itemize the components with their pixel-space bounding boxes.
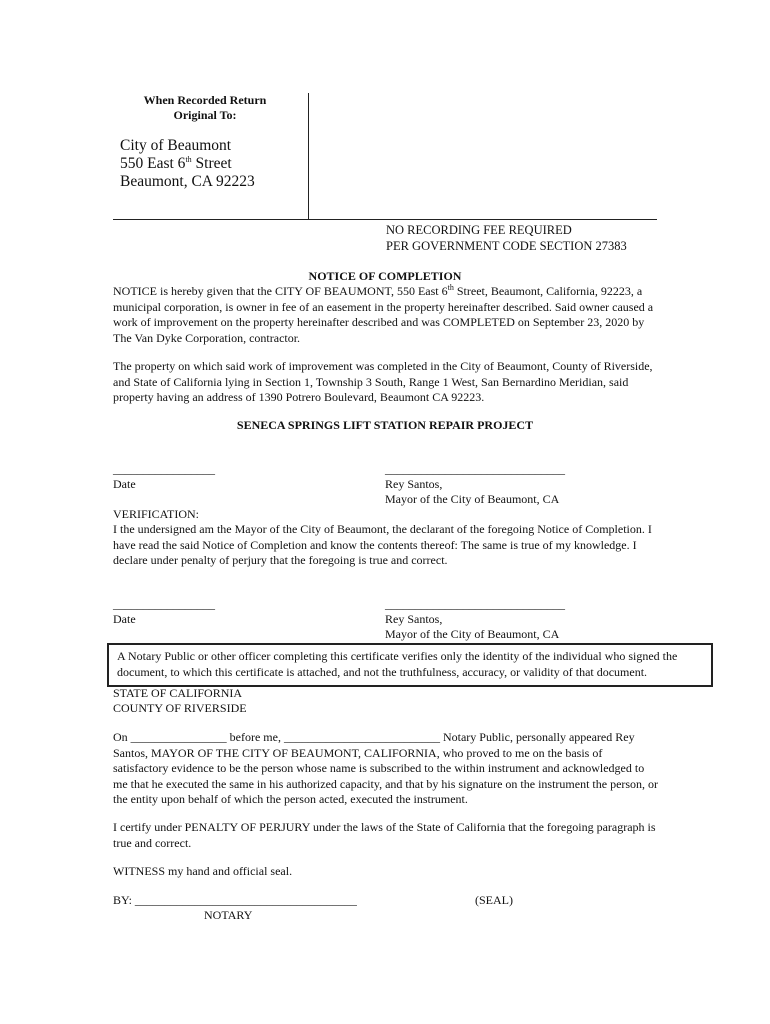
address-line-2: 550 East 6th Street	[120, 154, 232, 172]
verification-heading: VERIFICATION:	[113, 507, 199, 521]
state-line: STATE OF CALIFORNIA	[113, 686, 243, 700]
seal-label: (SEAL)	[475, 893, 513, 907]
recording-fee-note	[386, 222, 627, 254]
address-line-1: City of Beaumont	[120, 137, 232, 154]
fee-line-1: NO RECORDING FEE REQUIRED	[386, 223, 572, 237]
address-line-3: Beaumont, CA 92223	[120, 173, 255, 190]
signer-title-2: Mayor of the City of Beaumont, CA	[385, 627, 560, 641]
return-line-2: Original To:	[173, 108, 237, 122]
return-to-heading	[120, 93, 290, 123]
verification-text: I the undersigned am the Mayor of the City of Beaumont, the declarant of the foregoing Notice of Completion. I have read the said Notice of Completion and know the contents thereof: The same is true of my knowledge. I declare under penalty of perjury that the foregoing is true and correct.	[113, 522, 652, 567]
return-line-1: When Recorded Return	[143, 93, 267, 107]
date-label-2: Date	[113, 612, 136, 626]
acknowledgment-paragraph: On ________________ before me, __________________________ Notary Public, personally appeared Rey Santos, MAYOR OF THE CITY OF BEAUMONT, CALIFORNIA, who proved to me on the basis of satisfactory evidence to be the person whose name is subscribed to the within instrument and acknowledged to me that he executed the same in his authorized capacity, and that by his signature on the instrument the person, or the entity upon behalf of which the person acted, executed the instrument.	[113, 730, 659, 806]
fee-line-2: PER GOVERNMENT CODE SECTION 27383	[386, 239, 627, 253]
signer-name-1: Rey Santos,	[385, 477, 443, 491]
perjury-certification: I certify under PENALTY OF PERJURY under the laws of the State of California that the foregoing paragraph is true and correct.	[113, 820, 656, 850]
mayor-signature-1: ______________________________ Rey Santos, Mayor of the City of Beaumont, CA	[385, 462, 565, 506]
signer-title-1: Mayor of the City of Beaumont, CA	[385, 492, 560, 506]
date-label-1: Date	[113, 477, 136, 491]
signer-name-2: Rey Santos,	[385, 612, 443, 626]
notary-label: NOTARY	[204, 908, 253, 922]
return-address	[120, 137, 255, 191]
project-title: SENECA SPRINGS LIFT STATION REPAIR PROJECT	[236, 418, 534, 432]
county-line: COUNTY OF RIVERSIDE	[113, 701, 247, 715]
mayor-signature-2: ______________________________ Rey Santos, Mayor of the City of Beaumont, CA	[385, 597, 565, 641]
notary-signature-line: BY: _____________________________________	[113, 893, 357, 907]
notice-paragraph-2: The property on which said work of improvement was completed in the City of Beaumont, County of Riverside, and State of California lying in Section 1, Township 3 South, Range 1 West, San Bernardino Meridian, said property having an address of 1390 Potrero Boulevard, Beaumont CA 92223.	[113, 359, 653, 404]
date-signature-line-1: _________________ Date	[113, 462, 215, 491]
witness-line: WITNESS my hand and official seal.	[113, 864, 293, 878]
notice-paragraph-1: NOTICE is hereby given that the CITY OF BEAUMONT, 550 East 6th Street, Beaumont, California, 92223, a municipal corporation, is owner in fee of an easement in the property hereinafter described. Said owner caused a work of improvement on the property hereinafter described and was COMPLETED on September 23, 2020 by The Van Dyke Corporation, contractor.	[113, 283, 654, 345]
header-vertical-divider	[308, 93, 309, 219]
header-horizontal-divider	[113, 219, 657, 220]
date-signature-line-2: _________________ Date	[113, 597, 215, 626]
notice-title: NOTICE OF COMPLETION	[308, 269, 462, 283]
notary-disclaimer-box: A Notary Public or other officer completing this certificate verifies only the identity of the individual who signed the document, to which this certificate is attached, and not the truthfulness, accuracy, or validity of that document.	[107, 643, 713, 687]
